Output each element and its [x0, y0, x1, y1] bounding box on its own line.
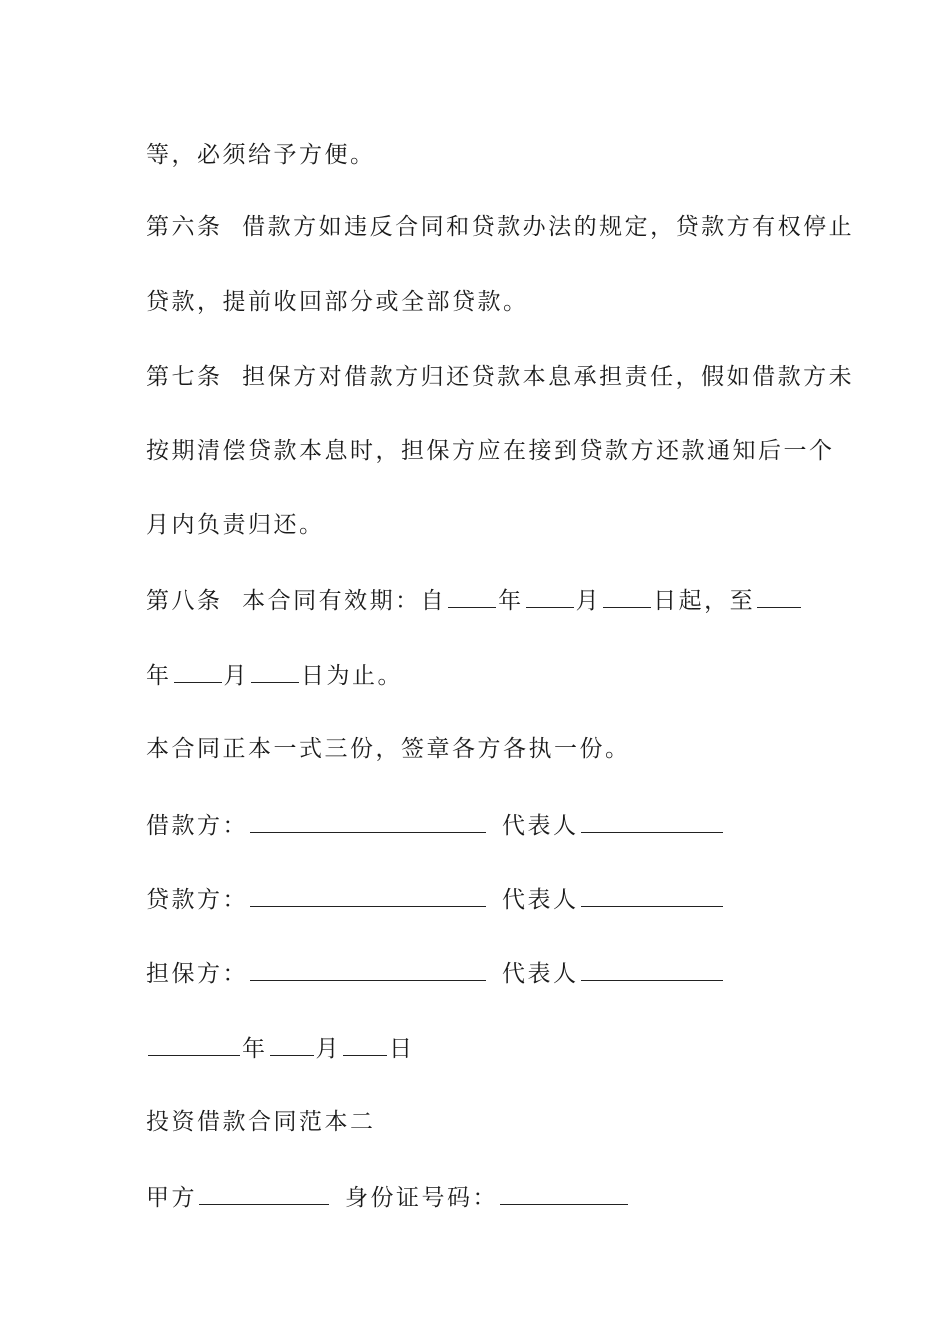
party-label: 借款方： — [146, 813, 248, 839]
representative-label: 代表人 — [502, 887, 579, 913]
party-label: 担保方： — [146, 961, 248, 987]
blank-field — [251, 660, 299, 683]
year-label: 年 — [498, 588, 524, 614]
party-a-row — [146, 1182, 630, 1213]
day-to-label: 日为止。 — [301, 663, 403, 689]
copies-clause: 本合同正本一式三份，签章各方各执一份。 — [146, 736, 631, 762]
representative-label: 代表人 — [502, 961, 579, 987]
article-7-line-3: 月内负责归还。 — [146, 512, 325, 538]
article-7-line-1: 第七条 担保方对借款方归还贷款本息承担责任，假如借款方未 — [146, 364, 855, 390]
year-label: 年 — [242, 1036, 268, 1062]
blank-field — [199, 1182, 329, 1205]
blank-field — [757, 585, 801, 608]
paragraph-continuation: 等，必须给予方便。 — [146, 142, 376, 168]
party-a-label: 甲方 — [146, 1185, 197, 1211]
representative-label: 代表人 — [502, 813, 579, 839]
signature-row-guarantor — [146, 958, 725, 989]
article-6-line-1: 第六条 借款方如违反合同和贷款办法的规定，贷款方有权停止 — [146, 214, 855, 240]
signature-row-borrower — [146, 810, 725, 841]
party-label: 贷款方： — [146, 887, 248, 913]
blank-field — [500, 1182, 628, 1205]
signature-row-lender — [146, 884, 725, 915]
blank-field — [174, 660, 222, 683]
article-7-line-2: 按期清偿贷款本息时，担保方应在接到贷款方还款通知后一个 — [146, 438, 835, 464]
blank-field — [526, 585, 574, 608]
month-label: 月 — [223, 663, 249, 689]
year-label: 年 — [146, 663, 172, 689]
blank-field — [250, 884, 486, 907]
article-8-prefix: 第八条 本合同有效期：自 — [146, 588, 447, 614]
article-6-line-2: 贷款，提前收回部分或全部贷款。 — [146, 289, 529, 315]
month-label: 月 — [575, 588, 602, 614]
article-8-line-1 — [146, 585, 803, 616]
day-from-label: 日起，至 — [653, 588, 756, 614]
blank-field — [603, 585, 651, 608]
blank-field — [448, 585, 496, 608]
blank-field — [250, 810, 486, 833]
blank-field — [581, 884, 723, 907]
blank-field — [250, 958, 486, 981]
month-label: 月 — [315, 1036, 341, 1062]
blank-field — [270, 1033, 314, 1056]
blank-field — [343, 1033, 387, 1056]
blank-field — [581, 810, 723, 833]
article-8-line-2 — [146, 660, 403, 691]
date-line — [146, 1033, 415, 1064]
section-title: 投资借款合同范本二 — [146, 1109, 376, 1135]
id-number-label: 身份证号码： — [345, 1185, 498, 1211]
day-label: 日 — [389, 1036, 415, 1062]
blank-field — [148, 1033, 240, 1056]
blank-field — [581, 958, 723, 981]
